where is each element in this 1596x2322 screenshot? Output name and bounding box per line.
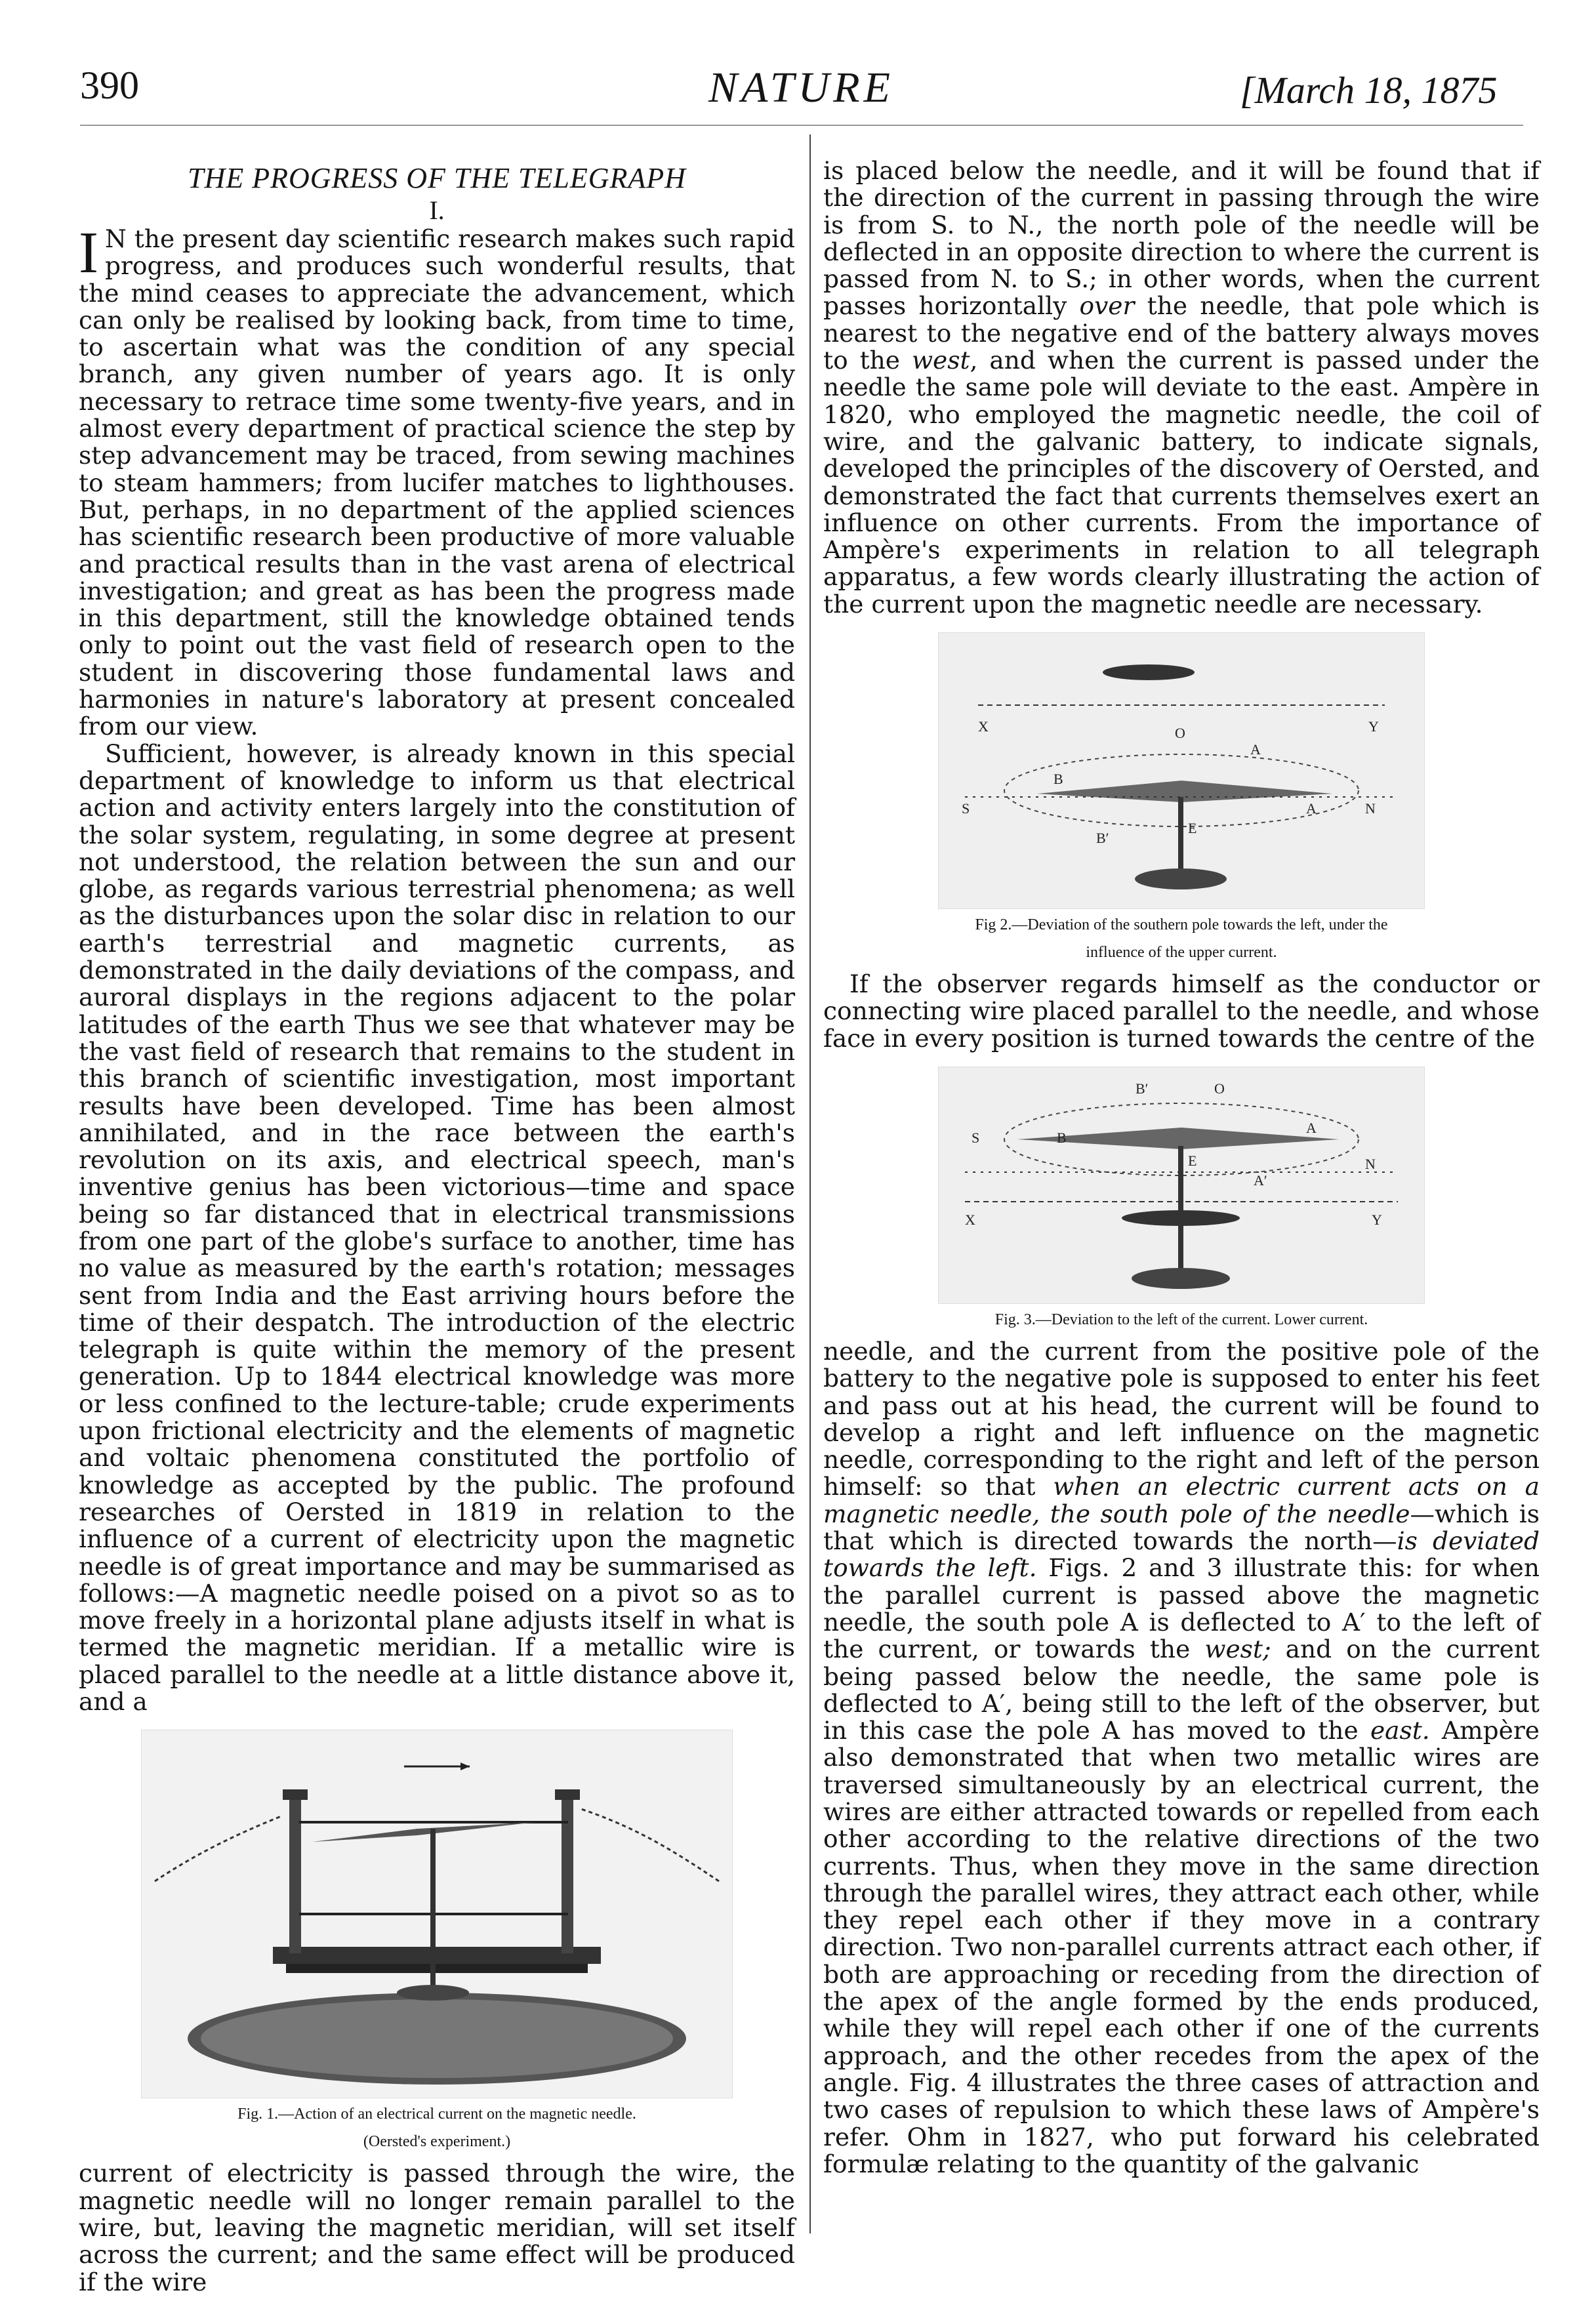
rp1-west: west (911, 346, 970, 375)
rp3-it1: when an electric current acts on a magnetic needle, the south pole of the needle (823, 1472, 1540, 1528)
figure-1-caption-line-1: Fig. 1.—Action of an electrical current on the magnetic needle. (237, 2106, 636, 2123)
paragraph-2: Sufficient, however, is already known in this special department of knowledge to inform us that electrical action and activity enters largely into the constitution of the solar system, regulating, in some degree at present not understood, the relation between the sun and our globe, as regards various terrestrial phenomena; as well as the disturbances upon the solar disc in relation to our earth's terrestrial and magnetic currents, as demonstrated in the daily deviations of the compass, and auroral displays in the regions adjacent to the polar latitudes of the earth Thus we see that whatever may be the vast field of research that remains to the student in this branch of scientific investigation, most important results have been developed. Time has been almost annihilated, and in the race between the earth's revolution on its axis, and electrical speech, man's inventive genius has been victorious—time and space being so far distanced that in electrical transmissions from one part of the globe's surface to another, time has no value as measured by the earth's rotation; messages sent from India and the East arriving hours before the time of their despatch. The introduction of the electric telegraph is quite within the memory of the present generation. Up to 1844 electrical knowledge was more or less confined to the lecture-table; crude experiments upon frictional electricity and the elements of magnetic and voltaic phenomena constituted the portfolio of knowledge as accepted by the public. The profound researches of Oersted in 1819 in relation to the influence of a current of electricity upon the magnetic needle is of great importance and may be summarised as follows:—A magnetic needle poised on a pivot so as to move freely in a horizontal plane adjusts itself in what is termed the magnetic meridian. If a metallic wire is placed parallel to the needle at a little distance above it, and a (79, 739, 795, 1717)
rp1-over: over (1079, 291, 1135, 321)
fig2-label-n: N (1365, 800, 1376, 817)
figure-2-caption-line-2: influence of the upper current. (1086, 944, 1277, 962)
fig2-label-s: S (962, 800, 970, 817)
fig3-label-e: E (1188, 1152, 1197, 1169)
fig3-label-a-prime: A′ (1254, 1171, 1267, 1189)
fig2-label-o: O (1175, 725, 1185, 742)
rp3-c: Figs. 2 and 3 illustrate this: for when the parallel current is passed above the magnetic needle, the south pole A is deflected to A′ to the left of the current, or towards the (823, 1553, 1540, 1664)
fig2-label-a: A (1306, 800, 1317, 817)
page-number: 390 (80, 64, 139, 107)
fig3-label-n: N (1365, 1155, 1376, 1172)
article-section: I. (429, 195, 445, 225)
paragraph-1-text: N the present day scientific research makes such rapid progress, and produces such wonderful results, that the mind ceases to appreciate the advancement, which can only be realised by looking back, from time to time, to ascertain what was the condition of any special branch, any given number of years ago. It is only necessary to retrace time some twenty-five years, and in almost every department of practical science the step by step advancement may be traced, from sewing machines to steam hammers; from lucifer matches to lighthouses. But, perhaps, in no department of the applied sciences has scientific research been productive of more valuable and practical results than in the vast arena of electrical investigation; and great as has been the progress made in this department, still the knowledge obtained tends only to point out the vast field of research open to the student in discovering those fundamental laws and harmonies in nature's laboratory at present concealed from our view. (79, 224, 795, 741)
fig3-label-x: X (965, 1211, 975, 1228)
rp1-a: is placed below the needle, and it will be found that if the direction of the current in passing through the wire is from S. to N., the north pole of the needle will be deflected in an opposite direction to where the current is passed from N. to S.; in other words, when the current passes horizontally (823, 156, 1540, 321)
figure-1-oersted-apparatus (141, 1730, 733, 2098)
figure-1-caption-line-2: (Oersted's experiment.) (363, 2133, 511, 2151)
rp3-b: —which is that which is directed towards the north— (823, 1499, 1540, 1556)
figure-3-lower-current (938, 1067, 1425, 1304)
fig2-label-y: Y (1368, 718, 1379, 735)
rp3-east: east. (1370, 1716, 1430, 1745)
fig2-label-e: E (1188, 820, 1197, 837)
right-paragraph-1 (823, 157, 1540, 618)
fig2-label-b-prime: B′ (1096, 830, 1109, 847)
rp3-west: west; (1204, 1635, 1271, 1664)
paragraph-1 (79, 220, 795, 741)
rp3-e: Ampère also demonstrated that when two metallic wires are traversed simultaneously by an electrical current, the wires are either attracted towards or repelled from each other according to the relative directions of the two currents. Thus, when they move in the same direction through the parallel wires, they attract each other, while they repel each other if they move in a contrary direction. Two non-parallel currents attract each other, if both are approaching or receding from the direction of the apex of the angle formed by the ends produced, while they will repel each other if one of the currents approach, and the other recedes from the apex of the angle. Fig. 4 illustrates the three cases of attraction and two cases of repulsion to which these laws of Ampère's refer. Ohm in 1827, who put forward his celebrated formulæ relating to the quantity of the galvanic (823, 1716, 1540, 2178)
figure-2-caption-line-1: Fig 2.—Deviation of the southern pole towards the left, under the (975, 916, 1388, 934)
journal-title: NATURE (708, 64, 894, 112)
rp3-it2: is deviated towards the left. (823, 1526, 1540, 1583)
fig3-label-s: S (972, 1129, 980, 1146)
right-paragraph-3 (823, 1338, 1540, 2178)
column-divider (809, 134, 811, 2233)
fig3-label-y: Y (1372, 1211, 1382, 1228)
figure-3-caption: Fig. 3.—Deviation to the left of the current. Lower current. (994, 1311, 1368, 1328)
header-rule (80, 125, 1523, 126)
paragraph-3: current of electricity is passed through the wire, the magnetic needle will no longer remain parallel to the wire, but, leaving the magnetic meridian, will set itself across the current; and the same effect will be produced if the wire (79, 2159, 795, 2296)
fig3-label-a: A (1306, 1119, 1317, 1136)
fig3-label-b: B (1057, 1129, 1067, 1146)
left-column (79, 157, 795, 2296)
rp3-a: needle, and the current from the positive pole of the battery to the negative pole is supposed to enter his feet and pass out at his head, the current will be found to develop a right and left influence on the magnetic needle, corresponding to the right and left of the person himself: so that (823, 1336, 1540, 1501)
fig3-label-o: O (1214, 1080, 1225, 1097)
rp3-d: and on the current being passed below the needle, the same pole is deflected to A′, being still to the left of the observer, but in this case the pole A has moved to the (823, 1635, 1540, 1745)
page-header (0, 0, 1596, 131)
article-title: THE PROGRESS OF THE TELEGRAPH (188, 162, 686, 194)
issue-date: [March 18, 1875 (1240, 69, 1498, 112)
fig3-label-b-prime: B′ (1136, 1080, 1149, 1097)
fig2-label-a-upper: A (1250, 741, 1261, 758)
rp1-b: the needle, that pole which is nearest to the negative end of the battery always moves to the (823, 291, 1540, 375)
right-column (823, 157, 1540, 2178)
fig2-label-b: B (1054, 771, 1063, 788)
figure-2-upper-current (938, 632, 1425, 909)
rp1-c: , and when the current is passed under the needle the same pole will deviate to the east. Ampère in 1820, who employed the magnetic needle, the coil of wire, and the galvanic battery, to indicate signals, developed the principles of the discovery of Oersted, and demonstrated the fact that currents themselves exert an influence on other currents. From the importance of Ampère's experiments in relation to all telegraph apparatus, a few words clearly illustrating the action of the current upon the magnetic needle are necessary. (823, 346, 1540, 619)
drop-cap: I (79, 220, 98, 285)
right-paragraph-2: If the observer regards himself as the conductor or connecting wire placed parallel to the needle, and whose face in every position is turned towards the centre of the (823, 969, 1540, 1053)
fig2-label-x: X (978, 718, 989, 735)
